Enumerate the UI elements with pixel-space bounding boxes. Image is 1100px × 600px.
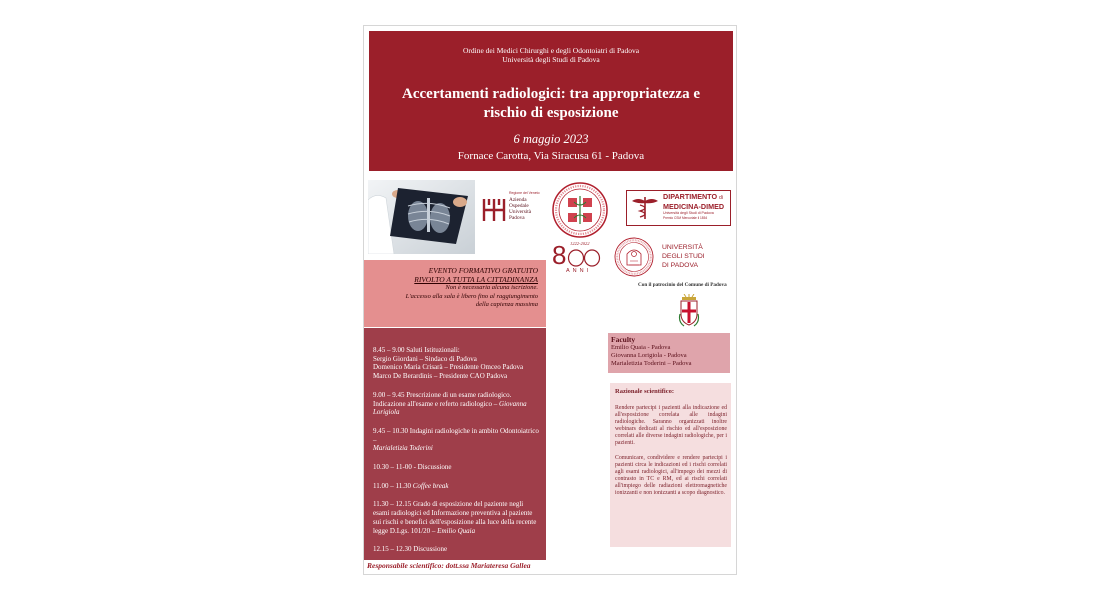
evento-box (364, 260, 546, 327)
eight-anni: ANNI (566, 268, 592, 274)
program-line: 9.00 – 9.45 Prescrizione di un esame radiologico. Indicazione all'esame e referto radiologico – (373, 390, 512, 408)
event-venue: Fornace Carotta, Via Siracusa 61 - Padova (457, 150, 645, 162)
logo-800-anni (552, 241, 604, 277)
evento-line-5: della capienza massima (475, 301, 538, 308)
event-flyer (363, 25, 737, 575)
padova-crest-icon (678, 294, 700, 328)
event-title: Accertamenti radiologici: tra appropriatezza e rischio di esposizione (402, 86, 700, 121)
program-item-6 (373, 545, 539, 554)
ordine-seal-icon (552, 182, 608, 238)
program-item-3 (373, 463, 539, 472)
faculty-title: Faculty (611, 335, 636, 344)
program-item-4 (373, 482, 539, 491)
program-line: Sergio Giordani – Sindaco di Padova (373, 354, 477, 363)
faculty-box (608, 333, 730, 373)
program-line: 9.45 – 10.30 Indagini radiologiche in ambito Odontoiatrico – (373, 426, 539, 444)
aop-line-1: Azienda (509, 197, 527, 203)
dimed-line-1 (663, 193, 729, 202)
unipd-line-3: DI PADOVA (662, 262, 699, 269)
logo-azienda-ospedale (482, 191, 544, 231)
program-line: 10.30 – 11-00 - Discussione (373, 463, 452, 472)
aop-line-2: Ospedale (509, 203, 529, 209)
patrocinio-text: Con il patrocinio del Comune di Padova (638, 282, 727, 288)
program-speaker: Emilio Quaia (437, 526, 476, 535)
unipd-seal (614, 237, 654, 277)
program-box (364, 328, 546, 560)
hospital-logo-icon (482, 197, 506, 223)
organizers (369, 46, 733, 64)
xray-image-icon (368, 180, 475, 254)
program-speaker: Coffee break (412, 481, 449, 490)
comune-padova-crest (678, 294, 700, 328)
evento-line-2: RIVOLTO A TUTTA LA CITTADINANZA (414, 275, 538, 284)
dimed-text (663, 193, 729, 220)
program-line: 11.00 – 11.30 (373, 481, 413, 490)
evento-line-1: EVENTO FORMATIVO GRATUITO (428, 266, 538, 275)
program-line: Domenico Maria Crisarà – Presidente Omceo Padova (373, 363, 524, 372)
razionale-box (610, 383, 731, 547)
header-banner (369, 31, 733, 171)
dimed-line-3: Università degli Studi di Padova (663, 211, 714, 215)
program-item-5 (373, 500, 539, 535)
faculty-member: Emilio Quaia - Padova (611, 344, 671, 351)
razionale-paragraph-1: Rendere partecipi i pazienti alla indicazione ed all'esposizione correlata alle indagini radiologiche. Saranno organizzati inoltre webinars dedicati al rischio ed all'esposizione correlati alle diverse indagini radiologiche, per i pazienti. (615, 405, 727, 446)
responsabile-scientifico: Responsabile scientifico: dott.ssa Mariateresa Gallea (367, 561, 531, 570)
university-seal-icon (614, 237, 654, 277)
unipd-line-2: DEGLI STUDI (662, 253, 705, 260)
razionale-paragraph-2: Comunicare, condividere e rendere partecipi i pazienti circa le indicazioni ed i rischi correlati agli esami radiologici, all'impego dei mezzi di contrasto in TC e RM, ed ai rischi correlati all'impiego delle radiazioni elettromagnetiche ionizzanti e non ionizzanti a scopo diagnostico. (615, 455, 727, 496)
program-line: 8.45 – 9.00 Saluti Istituzionali: (373, 346, 460, 354)
evento-line-4: L'accesso alla sala è libero fino al raggiungimento (405, 292, 538, 300)
evento-line-3: Non è necessaria alcuna iscrizione. (445, 284, 538, 291)
program-item-1 (373, 391, 539, 417)
dimed-di: di (719, 195, 723, 201)
aop-name (509, 197, 531, 221)
eight-digit: 8 (552, 240, 567, 270)
dimed-line-2: MEDICINA-DIMED (663, 202, 725, 211)
caduceus-icon (630, 195, 660, 221)
dimed-line-4: Premio CSM Mercuriale il 1854 (663, 215, 708, 220)
eight-years: 1222-2022 (570, 241, 590, 246)
org-line-2: Università degli Studi di Padova (502, 55, 600, 64)
unipd-line-1: UNIVERSITÀ (662, 244, 703, 251)
dimed-dept: DIPARTIMENTO (663, 192, 718, 201)
program-line: 12.15 – 12.30 Discussione (373, 545, 448, 554)
program-item-0 (373, 346, 539, 381)
double-zero-icon (567, 249, 601, 267)
logo-dimed (626, 190, 731, 226)
faculty-member: Marialetizia Toderini – Padova (611, 360, 692, 367)
program-item-2 (373, 427, 539, 453)
program-speaker: Marialetizia Toderini (373, 444, 433, 453)
aop-line-3: Università (509, 209, 532, 215)
faculty-member: Giovanna Lorigiola - Padova (611, 352, 687, 359)
ordine-medici-seal (552, 182, 608, 238)
xray-photo (368, 180, 475, 254)
aop-region: Regione del Veneto (509, 191, 540, 195)
program-line: 11.30 – 12.15 Grado di esposizione del paziente negli esami radiologici ed Informazione preventiva al paziente sui rischi e benefici dell'esposizione alla luce della recente legge D.Lgs. 101/20 – (373, 500, 537, 535)
unipd-wordmark (662, 243, 705, 270)
aop-line-4: Padova (509, 215, 525, 221)
razionale-title: Razionale scientifico: (615, 388, 675, 395)
program-speaker: Giovanna Lorigiola (373, 399, 527, 417)
event-date: 6 maggio 2023 (513, 132, 589, 146)
org-line-1: Ordine dei Medici Chirurghi e degli Odontoiatri di Padova (462, 46, 640, 55)
program-line: Marco De Berardinis – Presidente CAO Padova (373, 372, 508, 381)
